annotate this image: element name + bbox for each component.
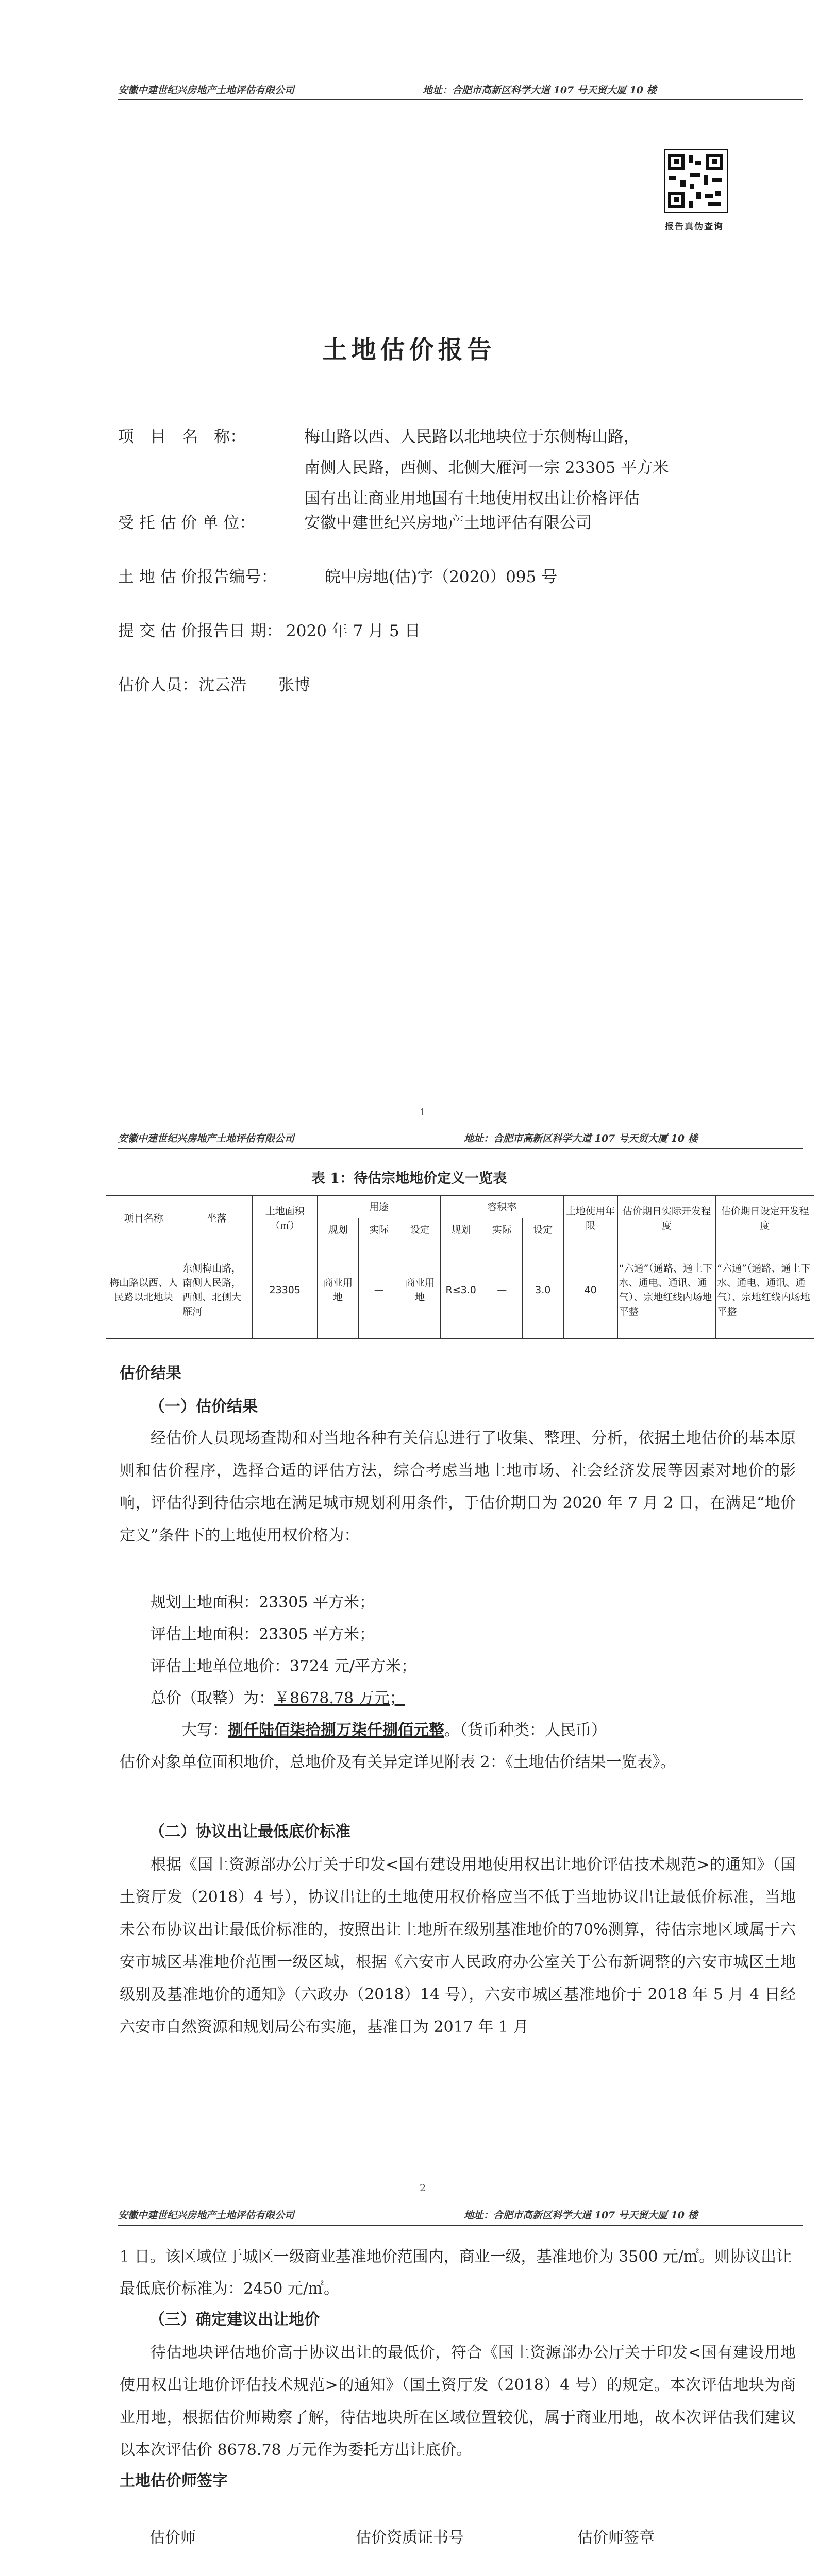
subsection-min-price: （二）协议出让最低底价标准: [149, 1823, 350, 1841]
signature-heading: 土地估价师签字: [120, 2472, 228, 2490]
subsection-result: （一）估价结果: [149, 1398, 258, 1416]
caps-label: 大写：: [181, 1721, 228, 1739]
page-number: 2: [420, 2182, 426, 2194]
col-cert: 估价资质证书号: [356, 2529, 464, 2547]
qr-caption: 报告真伪查询: [665, 222, 724, 232]
td-dev-actual: “六通”（通路、通上下水、通电、通讯、通气）、宗地红线内场地平整: [617, 1241, 716, 1339]
subsection-suggested-price: （三）确定建议出让地价: [149, 2311, 320, 2329]
appraisers-value: 沈云浩 张博: [198, 676, 310, 694]
page3-header-rule: [118, 2225, 803, 2226]
page3-header-company: 安徽中建世纪兴房地产土地评估有限公司: [118, 2210, 295, 2221]
th-use-actual: 实际: [358, 1218, 399, 1241]
th-dev-set: 估价期日设定开发程度: [716, 1196, 814, 1241]
qr-code-icon[interactable]: [664, 149, 728, 213]
th-location: 坐落: [181, 1196, 253, 1241]
client-label: 受 托 估 价 单 位：: [118, 514, 256, 532]
page2-header-rule: [118, 1148, 803, 1149]
date-label: 提 交 估 价报告日 期：: [118, 622, 282, 640]
min-price-continued: 1 日。该区域位于城区一级商业基准地价范围内，商业一级，基准地价为 3500 元/㎡。则协议出让最低底价标准为：2450 元/㎡。: [120, 2248, 792, 2298]
td-project-name: 梅山路以西、人民路以北地块: [106, 1241, 181, 1339]
td-far-set: 3.0: [523, 1241, 564, 1339]
plan-area: 规划土地面积：23305 平方米；: [151, 1594, 375, 1612]
th-far-set: 设定: [523, 1218, 564, 1241]
project-line: 国有出让商业用地国有土地使用权出让价格评估: [304, 489, 640, 508]
page2-header-company: 安徽中建世纪兴房地产土地评估有限公司: [118, 1133, 295, 1144]
table-row: [106, 1241, 814, 1339]
td-use-set: 商业用地: [399, 1241, 441, 1339]
project-label: 项 目 名 称：: [118, 428, 246, 446]
total-price-value: ￥8678.78 万元；: [274, 1689, 405, 1707]
report-no-label: 土 地 估 价报告编号：: [118, 568, 277, 586]
eval-area: 评估土地面积：23305 平方米；: [151, 1625, 375, 1643]
suggested-price-paragraph: 待估地块评估地价高于协议出让的最低价，符合《国土资源部办公厅关于印发<国有建设用地使用权出让地价评估技术规范>的通知》（国土资厅发（2018）4 号）的规定。本次评估地块为商业用地，根据估价师勘察了解，待估地块所在区域位置较优，属于商业用地，故本次评估我们建议以本次评估价 8678.78 万元作为委托方出让底价。: [120, 2344, 796, 2459]
page-title: 土地估价报告: [322, 335, 496, 364]
th-far: 容积率: [440, 1196, 563, 1218]
result-heading: 估价结果: [120, 1364, 181, 1382]
td-far-actual: —: [481, 1241, 523, 1339]
total-price: [151, 1683, 405, 1715]
td-dev-set: “六通”（通路、通上下水、通电、通讯、通气）、宗地红线内场地平整: [716, 1241, 814, 1339]
td-years: 40: [563, 1241, 617, 1339]
table-title: 表 1：待估宗地地价定义一览表: [311, 1171, 507, 1187]
page3-header-address: 地址：合肥市高新区科学大道 107 号天贸大厦 10 楼: [464, 2210, 698, 2221]
min-price-paragraph: 根据《国土资源部办公厅关于印发<国有建设用地使用权出让地价评估技术规范>的通知》（国土资厅发（2018）4 号），协议出让的土地使用权价格应当不低于当地协议出让最低价标准，当地未公布协议出让最低价标准的，按照出让土地所在级别基准地价的70%测算，待估宗地区域属于六安市城区基准地价范围一级区域，根据《六安市人民政府办公室关于公布新调整的六安市城区土地级别及基准地价的通知》（六政办（2018）14 号），六安市城区基准地价于 2018 年 5 月 4 日经六安市自然资源和规划局公布实施，基准日为 2017 年 1 月: [120, 1856, 796, 2036]
caps-value: 捌仟陆佰柒拾捌万柒仟捌佰元整: [228, 1721, 444, 1739]
th-far-actual: 实际: [481, 1218, 523, 1241]
td-location: 东侧梅山路，南侧人民路，西侧、北侧大雁河: [181, 1241, 253, 1339]
th-land-area: 土地面积（㎡）: [253, 1196, 318, 1241]
col-seal: 估价师签章: [577, 2529, 655, 2547]
total-price-label: 总价（取整）为：: [151, 1689, 274, 1707]
land-price-definition-table: [106, 1195, 814, 1339]
page1-header-rule: [118, 99, 803, 100]
project-value: [304, 421, 753, 514]
page1-header-company: 安徽中建世纪兴房地产土地评估有限公司: [118, 84, 295, 96]
report-no-value: 皖中房地(估)字（2020）095 号: [325, 568, 558, 586]
th-use: 用途: [318, 1196, 441, 1218]
table-header-row: [106, 1196, 814, 1218]
td-use-plan: 商业用地: [318, 1241, 359, 1339]
page1-header-address: 地址：合肥市高新区科学大道 107 号天贸大厦 10 楼: [423, 84, 657, 96]
col-appraiser: 估价师: [149, 2529, 196, 2547]
caps-suffix: 。（货币种类：人民币）: [444, 1721, 607, 1739]
detail-note: 估价对象单位面积地价，总地价及有关异定详见附表 2：《土地估价结果一览表》。: [120, 1753, 676, 1771]
th-years: 土地使用年限: [563, 1196, 617, 1241]
project-line: 南侧人民路，西侧、北侧大雁河一宗 23305 平方米: [304, 459, 669, 477]
th-use-plan: 规划: [318, 1218, 359, 1241]
th-dev-actual: 估价期日实际开发程度: [617, 1196, 716, 1241]
result-paragraph: 经估价人员现场查勘和对当地各种有关信息进行了收集、整理、分析，依据土地估价的基本原则和估价程序，选择合适的评估方法，综合考虑当地土地市场、社会经济发展等因素对地价的影响，评估得到待估宗地在满足城市规划利用条件，于估价期日为 2020 年 7 月 2 日，在满足“地价定义”条件下的土地使用权价格为：: [120, 1429, 796, 1545]
th-project-name: 项目名称: [106, 1196, 181, 1241]
project-line: 梅山路以西、人民路以北地块位于东侧梅山路，: [304, 428, 640, 446]
date-value: 2020 年 7 月 5 日: [286, 622, 421, 640]
client-value: 安徽中建世纪兴房地产土地评估有限公司: [304, 514, 592, 532]
th-use-set: 设定: [399, 1218, 441, 1241]
td-land-area: 23305: [253, 1241, 318, 1339]
td-far-plan: R≤3.0: [440, 1241, 481, 1339]
page-number: 1: [420, 1107, 426, 1118]
total-price-caps: [181, 1715, 607, 1747]
appraisers-label: 估价人员：: [118, 676, 198, 694]
page2-header-address: 地址：合肥市高新区科学大道 107 号天贸大厦 10 楼: [464, 1133, 698, 1144]
unit-price: 评估土地单位地价：3724 元/平方米；: [151, 1657, 416, 1675]
td-use-actual: —: [358, 1241, 399, 1339]
th-far-plan: 规划: [440, 1218, 481, 1241]
